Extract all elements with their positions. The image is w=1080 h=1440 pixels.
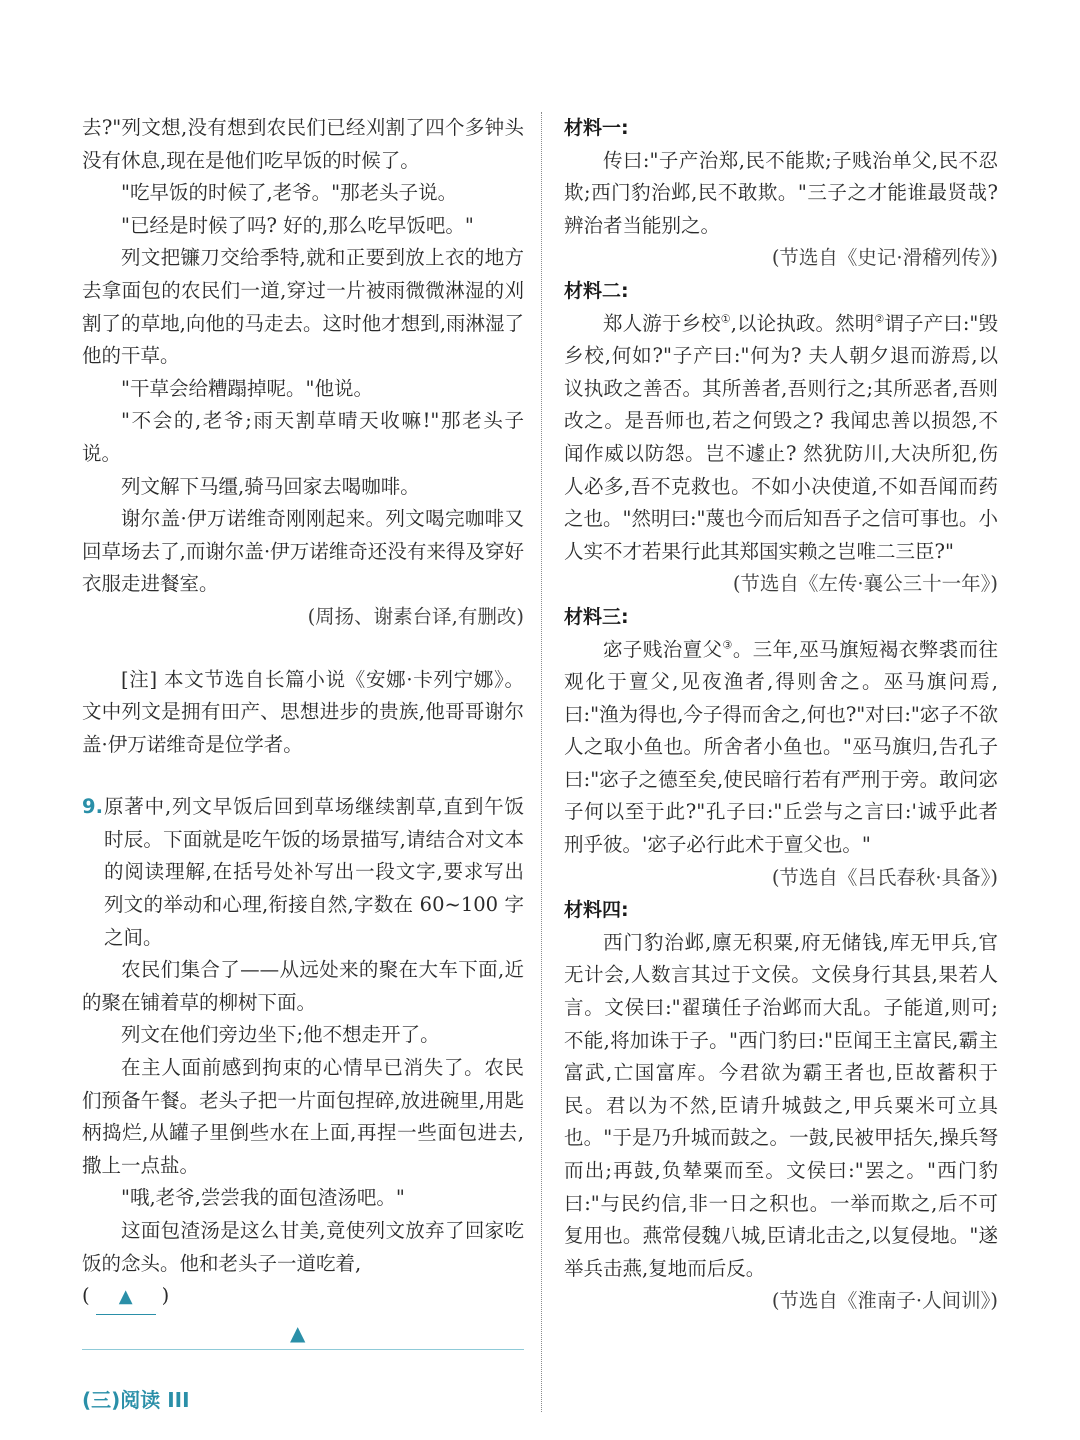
story-paragraph: "干草会给糟蹋掉呢。"他说。 <box>121 376 373 400</box>
material-title: 材料一: <box>564 117 629 139</box>
triangle-icon: ▲ <box>290 1320 306 1345</box>
story-paragraph: "不会的,老爷;雨天割草晴天收嘛!"那老头子说。 <box>82 409 524 465</box>
spacer <box>82 634 524 664</box>
material-paragraph: 西门豹治邺,廪无积粟,府无储钱,库无甲兵,官无计会,人数言其过于文侯。文侯身行其县,果若人言。文侯曰:"翟璜任子治邺而大乱。子能道,则可;不能,将加诛于子。"西门豹曰:"臣闻王主富民,霸主富武,亡国富库。今君欲为霸王者也,臣故蓄积于民。君以为不然,臣请升城鼓之,甲兵粟米可立具也。"于是乃升城而鼓之。一鼓,民被甲括矢,操兵弩而出;再鼓,负辇粟而至。文侯曰:"罢之。"西门豹曰:"与民约信,非一日之积也。一举而欺之,后不可复用也。燕常侵魏八城,臣请北击之,以复侵地。"遂举兵击燕,复地而后反。 <box>564 930 998 1280</box>
question-9 <box>82 791 524 954</box>
story-paragraph: 谢尔盖·伊万诺维奇刚刚起来。列文喝完咖啡又回草场去了,而谢尔盖·伊万诺维奇还没有来得及穿好衣服走进餐室。 <box>82 507 524 596</box>
blank-close-paren: ) <box>161 1284 170 1308</box>
blank-open-paren: ( <box>82 1284 90 1308</box>
passage-paragraph: 这面包渣汤是这么甘美,竟使列文放弃了回家吃饭的念头。他和老头子一道吃着, <box>82 1219 524 1275</box>
passage-paragraph: 农民们集合了——从远处来的聚在大车下面,近的聚在铺着草的柳树下面。 <box>82 958 524 1014</box>
passage-paragraph: "哦,老爷,尝尝我的面包渣汤吧。" <box>121 1186 405 1210</box>
right-column <box>564 112 998 1318</box>
footnote-marker: ② <box>874 312 885 326</box>
story-paragraph: 列文解下马缰,骑马回家去喝咖啡。 <box>121 474 420 498</box>
story-paragraph: "吃早饭的时候了,老爷。"那老头子说。 <box>121 181 458 205</box>
material-title: 材料二: <box>564 279 629 302</box>
passage-paragraph: 在主人面前感到拘束的心情早已消失了。农民们预备午餐。老头子把一片面包捏碎,放进碗里,用匙柄捣烂,从罐子里倒些水在上面,再捏一些面包进去,撒上一点盐。 <box>82 1056 524 1177</box>
story-paragraph: 去?"列文想,没有想到农民们已经刈割了四个多钟头没有休息,现在是他们吃早饭的时候了。 <box>82 116 524 172</box>
footnote-marker: ① <box>720 312 731 326</box>
material-source: (节选自《史记·滑稽列传》) <box>771 246 998 270</box>
question-text: 原著中,列文早饭后回到草场继续割草,直到午饭时辰。下面就是吃午饭的场景描写,请结合对文本的阅读理解,在括号处补写出一段文字,要求写出列文的举动和心理,衔接自然,字数在 60~100 字之间。 <box>104 795 524 949</box>
story-paragraph: "已经是时候了吗? 好的,那么吃早饭吧。" <box>121 213 474 237</box>
fill-blank[interactable] <box>82 1280 524 1315</box>
material-paragraph: 传曰:"子产治郑,民不能欺;子贱治单父,民不忍欺;西门豹治邺,民不敢欺。"三子之才能谁最贤哉? 辨治者当能别之。 <box>564 148 998 237</box>
material-source: (节选自《淮南子·人间训》) <box>771 1289 998 1313</box>
blank-line[interactable] <box>96 1280 156 1315</box>
story-paragraph: 列文把镰刀交给季特,就和正要到放上衣的地方去拿面包的农民们一道,穿过一片被雨微微淋湿的刈割了的草地,向他的马走去。这时他才想到,雨淋湿了他的干草。 <box>82 246 524 368</box>
passage-paragraph: 列文在他们旁边坐下;他不想走开了。 <box>121 1023 440 1047</box>
material-title: 材料四: <box>564 899 629 922</box>
material-paragraph: 宓子贱治亶父③。三年,巫马旗短褐衣弊裘而往观化于亶父,见夜渔者,得则舍之。巫马旗问焉,曰:"渔为得也,今子得而舍之,何也?"对曰:"宓子不欲人之取小鱼也。所舍者小鱼也。"巫马旗归,告孔子曰:"宓子之德至矣,使民暗行若有严刑于旁。敢问宓子何以至于此?"孔子曰:"丘尝与之言曰:'诚乎此者刑乎彼。'宓子必行此术于亶父也。" <box>564 637 998 857</box>
translator-credit: (周扬、谢素台译,有删改) <box>307 604 524 628</box>
triangle-icon: ▲ <box>118 1286 133 1308</box>
column-divider <box>541 112 542 1412</box>
footnote-marker: ③ <box>722 638 733 651</box>
material-paragraph: 郑人游于乡校①,以论执政。然明②谓子产曰:"毁乡校,何如?"子产曰:"何为? 夫人朝夕退而游焉,以议执政之善否。其所善者,吾则行之;其所恶者,吾则改之。是吾师也,若之何毁之? 我闻忠善以损怨,不闻作威以防怨。岂不遽止? 然犹防川,大决所犯,伤人必多,吾不克救也。不如小决使道,不如吾闻而药之也。"然明曰:"蔑也今而后知吾子之信可事也。小人实不才若果行此其郑国实赖之岂唯二三臣?" <box>564 311 999 563</box>
material-source: (节选自《吕氏春秋·具备》) <box>771 865 998 889</box>
material-title: 材料三: <box>564 605 629 628</box>
answer-line[interactable] <box>82 1321 524 1350</box>
material-source: (节选自《左传·襄公三十一年》) <box>732 572 998 596</box>
question-number: 9. <box>82 795 103 819</box>
footnote: [注] 本文节选自长篇小说《安娜·卡列宁娜》。文中列文是拥有田产、思想进步的贵族,他哥哥谢尔盖·伊万诺维奇是位学者。 <box>82 667 524 756</box>
section-heading: (三)阅读 III <box>82 1388 190 1412</box>
left-column <box>82 112 524 1350</box>
spacer <box>82 761 524 791</box>
